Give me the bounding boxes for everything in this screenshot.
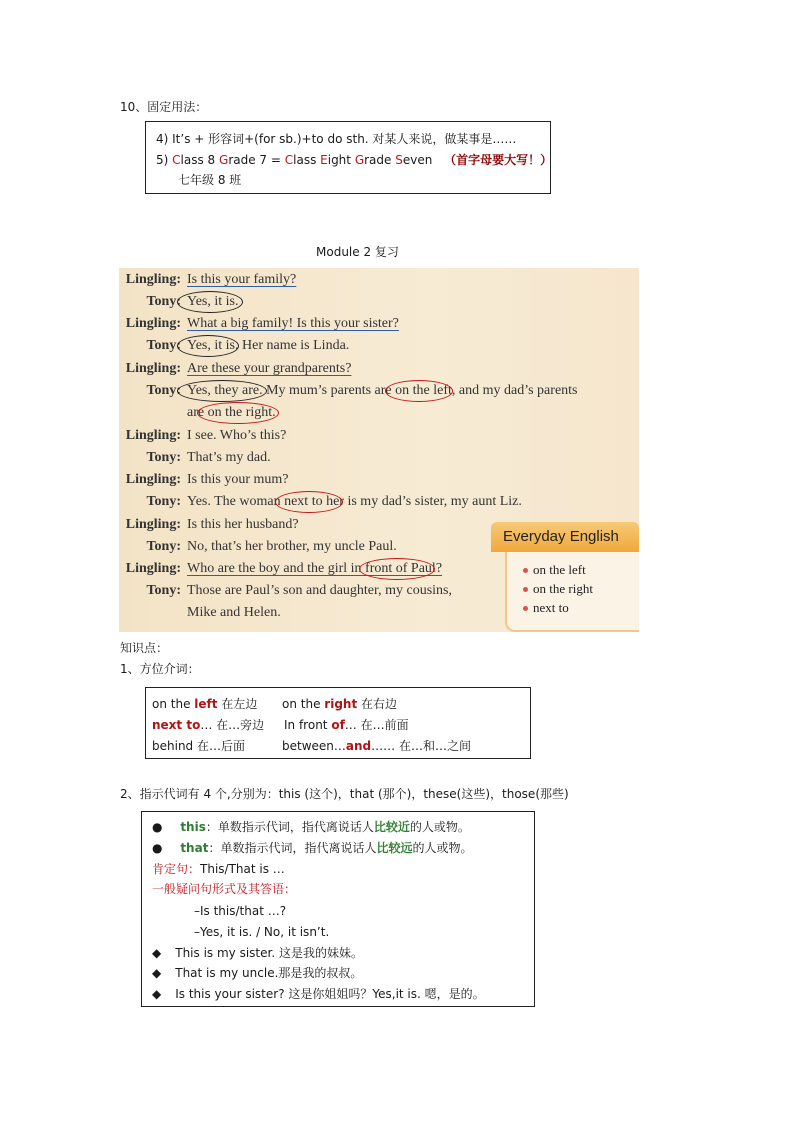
- usage-line-6: 七年级 8 班: [178, 173, 242, 187]
- diamond-icon: ◆: [152, 987, 162, 1001]
- demonstratives-heading: 2、指示代词有 4 个,分别为：this (这个)，that (那个)，these(这些)，those(那些): [120, 787, 569, 801]
- prep-between: between…and…… 在…和…之间: [282, 739, 471, 753]
- utterance: Is this your family?: [187, 272, 297, 287]
- speaker: Tony:: [146, 338, 181, 353]
- example-2: ◆ That is my uncle.那是我的叔叔。: [152, 966, 363, 980]
- bullet-dot-icon: ●: [152, 820, 163, 834]
- circle-mark: [197, 402, 279, 424]
- utterance: I see. Who’s this?: [187, 428, 287, 443]
- question-label: 一般疑问句形式及其答语：: [152, 882, 297, 896]
- circle-mark: [385, 380, 453, 402]
- utterance: What a big family! Is this your sister?: [187, 316, 399, 331]
- bullet-this: ● this：单数指示代词，指代离说话人比较近的人或物。: [152, 820, 470, 834]
- capitalize-note: （首字母要大写！）: [444, 153, 553, 167]
- everyday-english-tab: Everyday English: [491, 522, 639, 552]
- diamond-icon: ◆: [152, 966, 162, 980]
- speaker: Tony:: [146, 450, 181, 465]
- bullet-icon: [523, 606, 528, 611]
- speaker: Lingling:: [125, 428, 181, 443]
- list-item: next to: [533, 600, 569, 616]
- circle-mark: [177, 291, 243, 313]
- speaker: Lingling:: [125, 361, 181, 376]
- utterance: Those are Paul’s son and daughter, my cousins,: [187, 583, 453, 598]
- utterance: Yes, they are. My mum’s parents are on the left, and my dad’s parents: [187, 383, 578, 398]
- speaker: Tony:: [146, 494, 181, 509]
- utterance: Is this your mum?: [187, 472, 289, 487]
- prepositions-heading: 1、方位介词：: [120, 662, 200, 676]
- speaker: Tony:: [146, 294, 181, 309]
- dialog-panel: [119, 268, 639, 632]
- circle-mark: [177, 380, 267, 402]
- circle-mark: [177, 335, 239, 357]
- bullet-dot-icon: ●: [152, 841, 163, 855]
- utterance: Mike and Helen.: [187, 605, 281, 620]
- speaker: Lingling:: [125, 517, 181, 532]
- utterance: No, that’s her brother, my uncle Paul.: [187, 539, 397, 554]
- prep-behind: behind 在…后面: [152, 739, 245, 753]
- section-10-heading: 10、固定用法：: [120, 100, 208, 114]
- answer-line: –Yes, it is. / No, it isn’t.: [194, 925, 330, 939]
- prep-right: on the right 在右边: [282, 697, 398, 711]
- bullet-icon: [523, 587, 528, 592]
- affirmative-line: 肯定句：This/That is …: [152, 862, 285, 876]
- utterance: Are these your grandparents?: [187, 361, 352, 376]
- prep-next-to: next to… 在…旁边: [152, 718, 265, 732]
- diamond-icon: ◆: [152, 946, 162, 960]
- bullet-icon: [523, 568, 528, 573]
- list-item: on the left: [533, 562, 586, 578]
- speaker: Tony:: [146, 383, 181, 398]
- prepositions-box: [145, 687, 531, 759]
- speaker: Tony:: [146, 539, 181, 554]
- speaker: Lingling:: [125, 272, 181, 287]
- prep-in-front-of: In front of… 在…前面: [284, 718, 409, 732]
- module-title: Module 2 复习: [316, 245, 399, 259]
- demonstratives-box: [141, 811, 535, 1007]
- utterance: Is this her husband?: [187, 517, 299, 532]
- fixed-usage-box: [145, 121, 551, 194]
- speaker: Lingling:: [125, 472, 181, 487]
- speaker: Lingling:: [125, 561, 181, 576]
- usage-line-5: 5) Class 8 Grade 7 = Class Eight Grade Seven （首字母要大写！）: [156, 153, 553, 167]
- utterance: Who are the boy and the girl in front of Paul?: [187, 561, 443, 576]
- usage-line-4: 4) It’s + 形容词+(for sb.)+to do sth. 对某人来说，做某事是……: [156, 132, 517, 146]
- speaker: Tony:: [146, 583, 181, 598]
- prep-left: on the left 在左边: [152, 697, 258, 711]
- example-1: ◆ This is my sister. 这是我的妹妹。: [152, 946, 363, 960]
- utterance: Yes, it is.: [187, 294, 239, 309]
- utterance: Yes. The woman next to her is my dad’s sister, my aunt Liz.: [187, 494, 522, 509]
- speaker: Lingling:: [125, 316, 181, 331]
- knowledge-heading: 知识点：: [120, 641, 169, 655]
- everyday-english-list: [505, 552, 639, 632]
- utterance: Yes, it is. Her name is Linda.: [187, 338, 350, 353]
- circle-mark: [275, 491, 343, 513]
- example-3: ◆ Is this your sister? 这是你姐姐吗？Yes,it is. 嗯，是的。: [152, 987, 485, 1001]
- question-line: –Is this/that …?: [194, 904, 287, 918]
- utterance: That’s my dad.: [187, 450, 271, 465]
- bullet-that: ● that：单数指示代词，指代离说话人比较远的人或物。: [152, 841, 473, 855]
- utterance: are on the right.: [187, 405, 276, 420]
- list-item: on the right: [533, 581, 593, 597]
- circle-mark: [359, 558, 435, 580]
